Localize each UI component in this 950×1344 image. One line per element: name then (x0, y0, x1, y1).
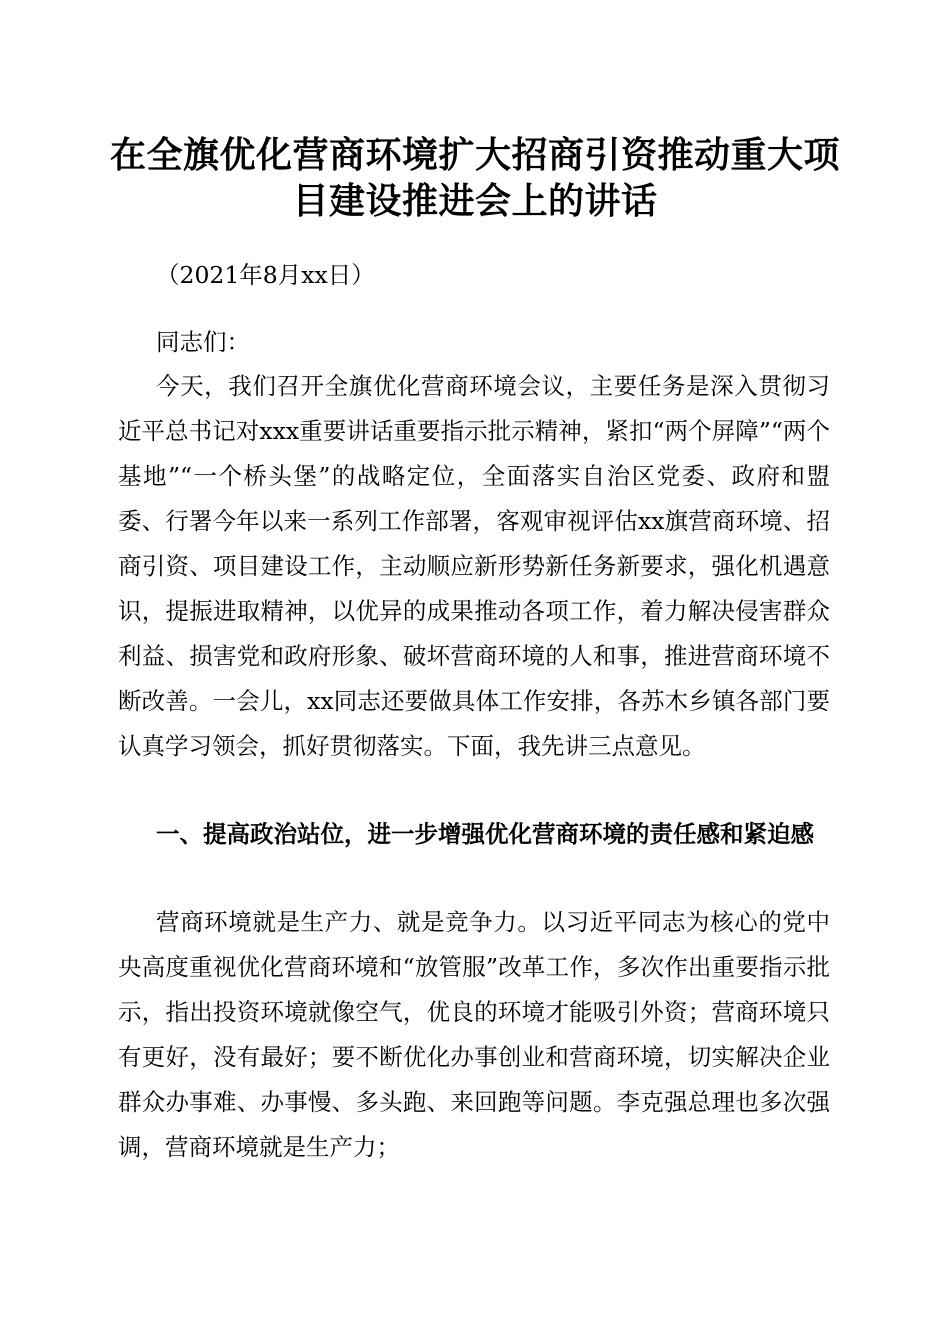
paragraph-section-1: 营商环境就是生产力、就是竞争力。以习近平同志为核心的党中央高度重视优化营商环境和“放管服”改革工作，多次作出重要指示批示，指出投资环境就像空气，优良的环境才能吸引外资；营商环境只有更好，没有最好；要不断优化办事创业和营商环境，切实解决企业群众办事难、办事慢、多头跑、来回跑等问题。李克强总理也多次强调，营商环境就是生产力； (118, 908, 830, 1161)
document-title: 在全旗优化营商环境扩大招商引资推动重大项目建设推进会上的讲话 (109, 134, 840, 222)
section-heading-1: 一、提高政治站位，进一步增强优化营商环境的责任感和紧迫感 (156, 820, 814, 848)
greeting: 同志们： (156, 328, 250, 356)
paragraph-intro: 今天，我们召开全旗优化营商环境会议，主要任务是深入贯彻习近平总书记对xxx重要讲话重要指示批示精神，紧扣“两个屏障”“两个基地”“一个桥头堡”的战略定位，全面落实自治区党委、政府和盟委、行署今年以来一系列工作部署，客观审视评估xx旗营商环境、招商引资、项目建设工作，主动顺应新形势新任务新要求，强化机遇意识，提振进取精神，以优异的成果推动各项工作，着力解决侵害群众利益、损害党和政府形象、破坏营商环境的人和事，推进营商环境不断改善。一会儿，xx同志还要做具体工作安排，各苏木乡镇各部门要认真学习领会，抓好贯彻落实。下面，我先讲三点意见。 (118, 372, 830, 760)
speech-date: （2021年8月xx日） (156, 261, 375, 289)
